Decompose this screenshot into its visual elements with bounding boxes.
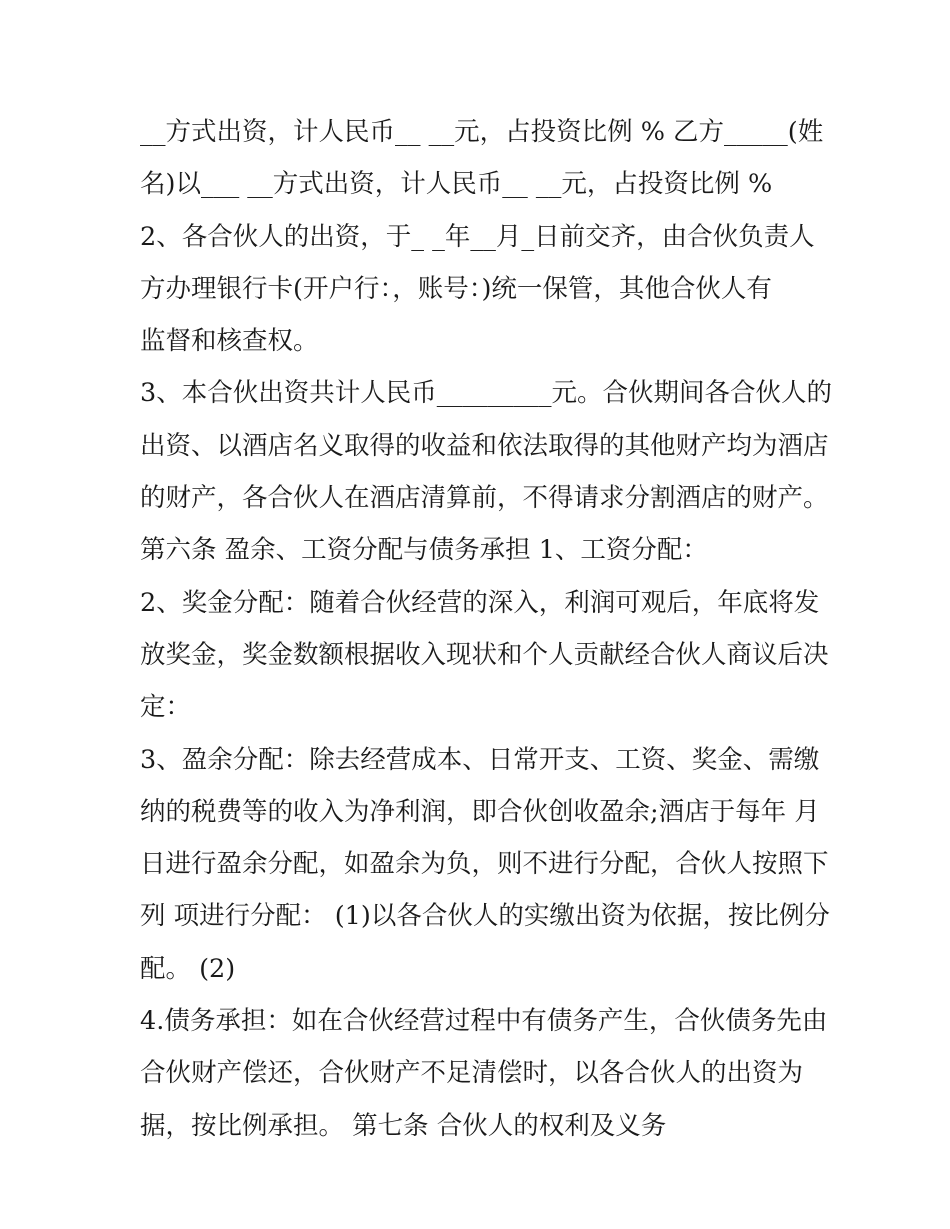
text-line: 出资、以酒店名义取得的收益和依法取得的其他财产均为酒店 bbox=[140, 430, 829, 461]
text-line: 定： bbox=[140, 692, 192, 723]
text-line: 2、奖金分配：随着合伙经营的深入，利润可观后，年底将发 bbox=[140, 587, 820, 618]
text-line: 放奖金，奖金数额根据收入现状和个人贡献经合伙人商议后决 bbox=[140, 639, 829, 670]
text-line: 4.债务承担：如在合伙经营过程中有债务产生，合伙债务先由 bbox=[140, 1006, 828, 1037]
text-line: 纳的税费等的收入为净利润，即合伙创收盈余;酒店于每年 月 bbox=[140, 796, 820, 827]
text-line: 名)以___ __方式出资，计人民币__ __元，占投资比例 % bbox=[140, 169, 773, 200]
text-line: 方办理银行卡(开户行：，账号：)统一保管，其他合伙人有 bbox=[140, 273, 772, 304]
document-body bbox=[140, 106, 830, 1152]
text-line: 配。 (2) bbox=[140, 953, 236, 984]
text-line: 据，按比例承担。 第七条 合伙人的权利及义务 bbox=[140, 1110, 667, 1141]
text-line: __方式出资，计人民币__ __元，占投资比例 % 乙方_____(姓 bbox=[140, 117, 824, 147]
text-line: 日进行盈余分配，如盈余为负，则不进行分配，合伙人按照下 bbox=[140, 849, 829, 880]
text-line: 合伙财产偿还，合伙财产不足清偿时，以各合伙人的出资为 bbox=[140, 1058, 804, 1089]
text-line: 3、本合伙出资共计人民币_________元。合伙期间各合伙人的 bbox=[140, 378, 832, 409]
text-line: 的财产，各合伙人在酒店清算前，不得请求分割酒店的财产。 bbox=[140, 483, 829, 514]
text-line: 列 项进行分配： (1)以各合伙人的实缴出资为依据，按比例分 bbox=[140, 901, 830, 932]
text-line: 2、各合伙人的出资，于_ _年__月_日前交齐，由合伙负责人 bbox=[140, 221, 815, 252]
text-line: 3、盈余分配：除去经营成本、日常开支、工资、奖金、需缴 bbox=[140, 744, 820, 775]
text-line: 第六条 盈余、工资分配与债务承担 1、工资分配： bbox=[140, 535, 708, 566]
text-line: 监督和核查权。 bbox=[140, 326, 319, 357]
